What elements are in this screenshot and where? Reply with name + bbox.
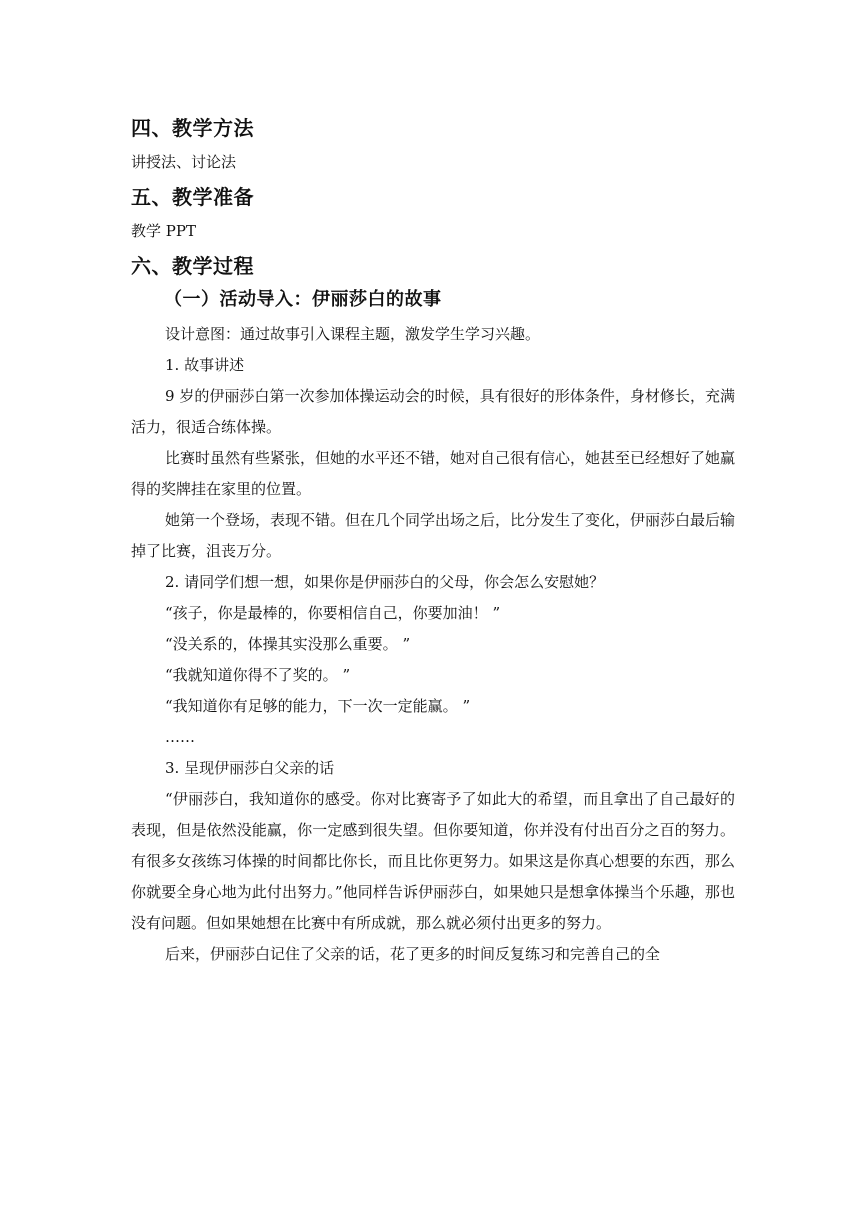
teaching-preparation-text: 教学 PPT [131, 222, 196, 240]
subsection-heading-activity-intro: （一）活动导入：伊丽莎白的故事 [164, 289, 442, 310]
teaching-methods-text: 讲授法、讨论法 [131, 153, 237, 171]
section-heading-teaching-methods: 四、教学方法 [131, 116, 254, 140]
section-heading-teaching-preparation: 五、教学准备 [131, 185, 254, 209]
quote-3: “我就知道你得不了奖的。 ” [165, 666, 351, 684]
quote-4: “我知道你有足够的能力，下一次一定能赢。 ” [165, 697, 471, 715]
item-3-title: 3. 呈现伊丽莎白父亲的话 [165, 759, 335, 777]
design-intent-text: 设计意图：通过故事引入课程主题，激发学生学习兴趣。 [165, 325, 541, 343]
ellipsis-text: …… [165, 728, 195, 746]
item-1-title: 1. 故事讲述 [165, 356, 245, 374]
later-paragraph: 后来，伊丽莎白记住了父亲的话，花了更多的时间反复练习和完善自己的全 [165, 945, 661, 963]
document-content [131, 113, 735, 970]
story-paragraph-1: 9 岁的伊丽莎白第一次参加体操运动会的时候，具有很好的形体条件，身材修长，充满活力，很适合练体操。 [131, 387, 735, 436]
quote-2: “没关系的，体操其实没那么重要。 ” [165, 635, 411, 653]
story-paragraph-3: 她第一个登场，表现不错。但在几个同学出场之后，比分发生了变化，伊丽莎白最后输掉了比赛，沮丧万分。 [131, 511, 736, 560]
story-paragraph-2: 比赛时虽然有些紧张，但她的水平还不错，她对自己很有信心，她甚至已经想好了她赢得的奖牌挂在家里的位置。 [131, 449, 736, 498]
quote-1: “孩子，你是最棒的，你要相信自己，你要加油！ ” [165, 604, 501, 622]
father-quote-paragraph: “伊丽莎白，我知道你的感受。你对比赛寄予了如此大的希望，而且拿出了自己最好的表现，但是依然没能赢，你一定感到很失望。但你要知道，你并没有付出百分之百的努力。有很多女孩练习体操的时间都比你长，而且比你更努力。如果这是你真心想要的东西，那么你就要全身心地为此付出努力。”他同样告诉伊丽莎白，如果她只是想拿体操当个乐趣，那也没有问题。但如果她想在比赛中有所成就，那么就必须付出更多的努力。 [131, 790, 735, 932]
item-2-title: 2. 请同学们想一想，如果你是伊丽莎白的父母，你会怎么安慰她？ [165, 573, 605, 591]
section-heading-teaching-process: 六、教学过程 [131, 254, 254, 278]
